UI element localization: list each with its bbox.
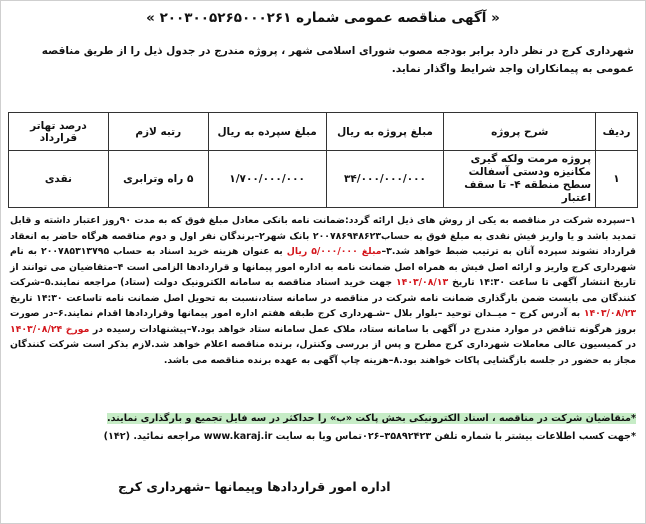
header-description: شرح پروژه	[444, 113, 596, 151]
conditions-part-5: در کمیسیون عالی معاملات شهرداری کرج مطرح و پس از بررسی وکنترل، برنده مناقصه اعلام خواهد شد.لازم بذکر است شرکت کنندگان مجاز به حضور در جلسه بازگشایی پاکات خواهند بود.۸–هزینه چاپ آگهی به عهده برنده مناقصه می باشد.	[10, 339, 636, 366]
header-required-rank: رتبه لازم	[108, 113, 208, 151]
cell-contract-percent: نقدی	[9, 151, 109, 208]
table-header-row	[9, 113, 638, 151]
header-contract-percent: درصد تهاتر قرارداد	[9, 113, 109, 151]
upload-notice-text: *متقاضیان شرکت در مناقصه ، اسناد الکترونیکی بخش پاکت «ب» را حداکثر در سه فایل تجمیع و بارگذاری نمایند.	[106, 413, 636, 424]
purchase-deadline-date: ۱۴۰۳/۰۸/۱۳	[395, 277, 449, 288]
conditions-part-4: به آدرس کرج – میــدان توحید –بلوار بلال –شـهرداری کرج طبقه هفتم اداره امور پیمانها وقراردادها اقدام نمایند.۶–در صورت بروز هرگونه تناقض در موارد مندرج در آگهی با سامانه ستاد، ملاک عمل سامانه ستاد خواهد بود.۷–پیشنهادات رسیده در	[10, 308, 636, 335]
document-fee: مبلغ ۵/۰۰۰/۰۰۰ ریال	[286, 246, 382, 257]
header-deposit-amount: مبلغ سپرده به ریال	[208, 113, 326, 151]
notice-title: « آگهی مناقصه عمومی شماره ۲۰۰۳۰۰۵۲۶۵۰۰۰۲۶۱ »	[146, 10, 500, 26]
cell-deposit-amount: ۱/۷۰۰/۰۰۰/۰۰۰	[208, 151, 326, 208]
upload-notice	[10, 412, 636, 426]
header-project-amount: مبلغ پروژه به ریال	[326, 113, 444, 151]
cell-project-amount: ۳۴/۰۰۰/۰۰۰/۰۰۰	[326, 151, 444, 208]
conditions-part-3: جهت خرید اسناد مناقصه به سامانه الکترونیک دولت (ستاد) مراجعه نمایند.۵–شرکت کنندگان می بایست ضمن بارگذاری ضمانت نامه شرکت در مناقصه در سامانه ستاد،نسبت به تحویل اصل ضمانت نامه تاساعت ۱۴:۳۰ تاریخ	[10, 277, 637, 304]
tender-table	[8, 112, 638, 208]
header-row-number: ردیف	[596, 113, 638, 151]
table-row	[9, 151, 638, 208]
contact-info: *جهت کسب اطلاعات بیشتر با شماره تلفن ۳۵۸۹۲۴۲۳–۰۲۶تماس ویا به سایت www.karaj.ir مراجعه نمائید. (۱۴۲)	[103, 431, 636, 442]
signature-line: اداره امور قراردادها وپیمانها –شهرداری کرج	[118, 479, 391, 494]
cell-required-rank: ۵ راه وترابری	[108, 151, 208, 208]
cell-row-number: ۱	[596, 151, 638, 208]
conditions-part-1: ۱–سپرده شرکت در مناقصه به یکی از روش های ذیل ارائه گردد:ضمانت نامه بانکی معادل مبلغ فوق که به مدت ۹۰روز اعتبار داشته و قابل تمدید باشد و یا واریز فیش نقدی به مبلغ فوق به حساب۲۰۰۷۸۶۹۴۸۶۲۳ بانک شهر۲–برندگان نفر اول و دوم مناقصه هرگاه حاضر به انعقاد قرارداد نشوند سپرده آنان به ترتیب ضبط خواهد شد.۳–	[10, 215, 636, 257]
conditions-part-2: به عنوان هزینه خرید اسناد به حساب ۲۰۰۷۸۵۳۱۳۷۹۵ به نام شهرداری کرج واریز و ارائه اصل فیش به همراه اصل ضمانت نامه به اداره امور پیمانها و قراردادها الزامی است ۴–متقاضیان می توانند از تاریخ انتشار آگهی تا ساعت ۱۴:۳۰ تاریخ	[10, 246, 637, 288]
conditions-paragraph	[10, 213, 636, 368]
intro-paragraph: شهرداری کرج در نظر دارد برابر بودجه مصوب شورای اسلامی شهر ، پروژه مندرج در جدول ذیل را از طریق مناقصه عمومی به پیمانکاران واجد شرایط واگذار نماید.	[41, 45, 634, 75]
signature-block	[118, 478, 391, 496]
opening-date: مورخ ۱۴۰۳/۰۸/۲۴	[10, 323, 90, 335]
cell-description: پروژه مرمت ولکه گیری مکانیزه ودستی آسفالت سطح منطقه ۴- تا سقف اعتبار	[444, 151, 596, 208]
guarantee-deadline-date: ۱۴۰۳/۰۸/۲۳	[583, 308, 636, 319]
